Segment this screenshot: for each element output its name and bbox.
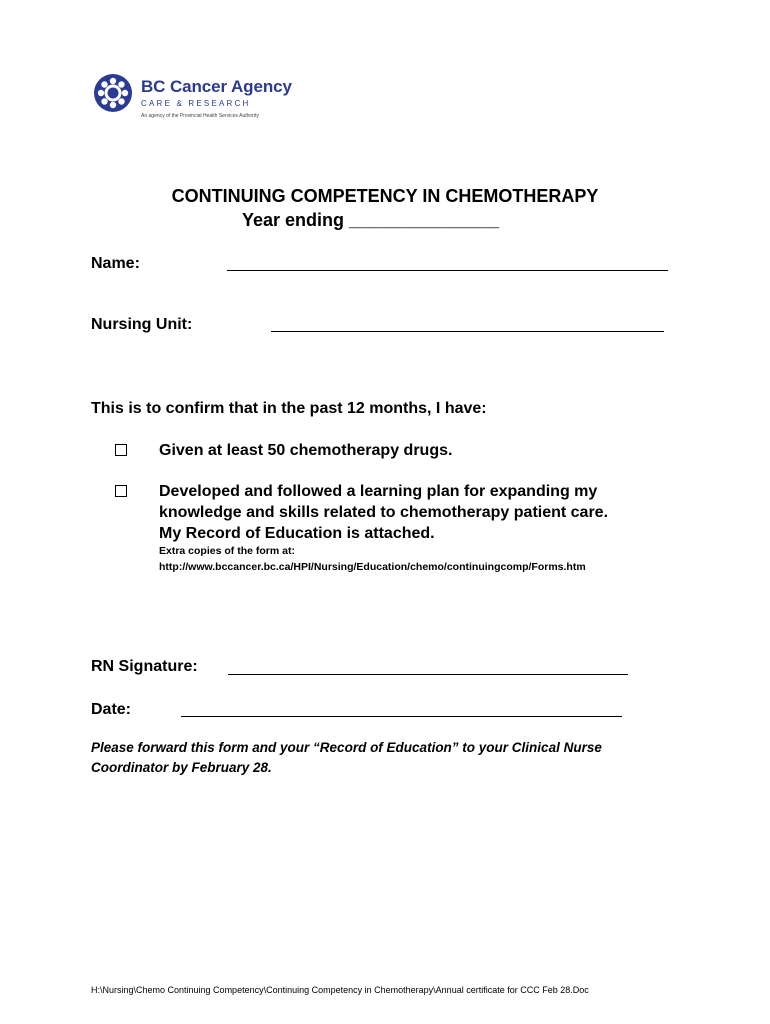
date-label: Date: bbox=[91, 701, 132, 718]
confirm-intro: This is to confirm that in the past 12 months, I have: bbox=[91, 400, 487, 417]
logo-subtitle: CARE & RESEARCH bbox=[141, 99, 251, 108]
form-title: CONTINUING COMPETENCY IN CHEMOTHERAPY bbox=[171, 186, 599, 206]
logo-tagline: An agency of the Provincial Health Services Authority bbox=[141, 113, 259, 119]
date-field-line[interactable] bbox=[181, 716, 622, 717]
bc-cancer-agency-logo-icon bbox=[93, 73, 133, 113]
nursing-unit-label: Nursing Unit: bbox=[91, 316, 193, 333]
name-field-line[interactable] bbox=[227, 270, 668, 271]
checkbox-learning-plan[interactable] bbox=[115, 485, 127, 497]
footer-file-path: H:\Nursing\Chemo Continuing Competency\Continuing Competency in Chemotherapy\Annual certificate for CCC Feb 28.Doc bbox=[91, 985, 589, 995]
rn-signature-label: RN Signature: bbox=[91, 658, 198, 675]
item-learning-plan-line-1: Developed and followed a learning plan for expanding my bbox=[159, 483, 598, 500]
item-given-drugs: Given at least 50 chemotherapy drugs. bbox=[159, 442, 453, 459]
year-ending-line: Year ending _______________ bbox=[242, 210, 500, 230]
logo-name: BC Cancer Agency bbox=[141, 77, 292, 96]
instructions-line-2: Coordinator by February 28. bbox=[91, 760, 272, 775]
item-learning-plan-line-2: knowledge and skills related to chemotherapy patient care. bbox=[159, 504, 609, 521]
instructions-line-1: Please forward this form and your “Record of Education” to your Clinical Nurse bbox=[91, 740, 602, 755]
submission-instructions bbox=[91, 738, 602, 778]
nursing-unit-field-line[interactable] bbox=[271, 331, 664, 332]
bc-cancer-agency-logo bbox=[91, 66, 301, 128]
item-learning-plan-line-3: My Record of Education is attached. bbox=[159, 525, 435, 542]
extra-copies-link[interactable]: http://www.bccancer.bc.ca/HPI/Nursing/Education/chemo/continuingcomp/Forms.htm bbox=[159, 561, 586, 573]
name-label: Name: bbox=[91, 255, 140, 272]
extra-copies-label: Extra copies of the form at: bbox=[159, 545, 295, 557]
rn-signature-field-line[interactable] bbox=[228, 674, 628, 675]
checkbox-given-drugs[interactable] bbox=[115, 444, 127, 456]
